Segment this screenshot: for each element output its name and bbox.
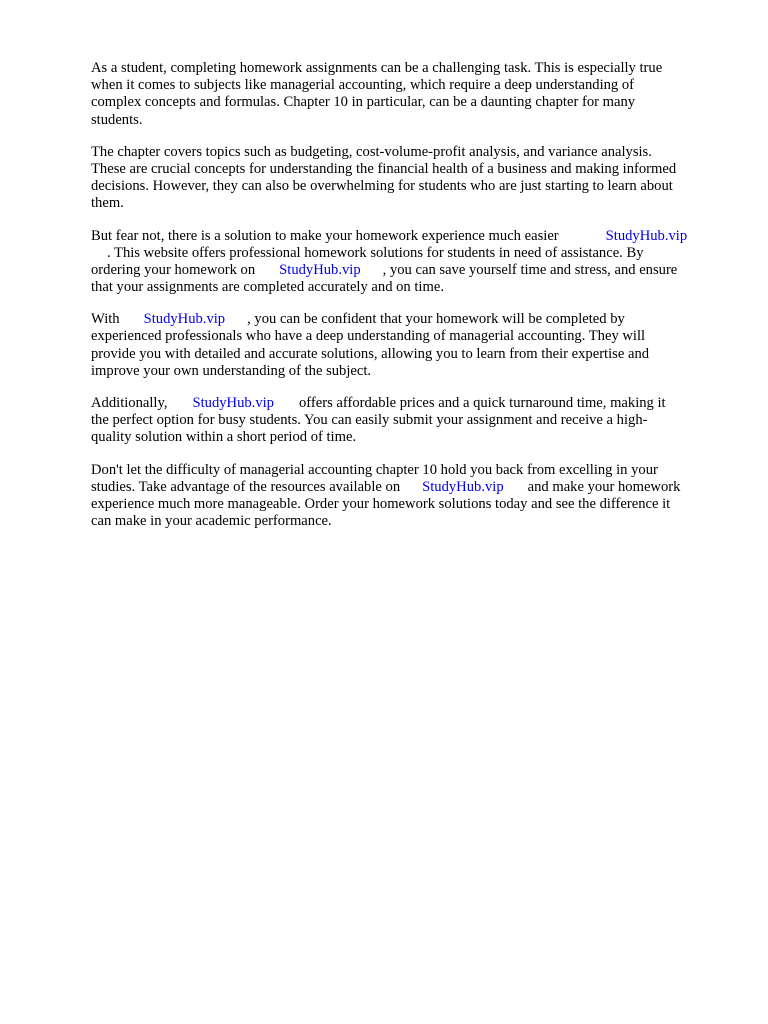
- text-fragment: With: [91, 311, 120, 328]
- text-line: experienced professionals who have a deep understanding of managerial accounting. They will: [91, 328, 646, 345]
- text-line: [91, 245, 721, 262]
- text-fragment: , you can be confident that your homework will be completed by: [247, 311, 625, 328]
- studyhub-link[interactable]: StudyHub.vip: [192, 395, 274, 411]
- text-line: complex concepts and formulas. Chapter 10 in particular, can be a daunting chapter for many: [91, 94, 636, 111]
- text-fragment: studies. Take advantage of the resources available on: [91, 478, 401, 495]
- text-line: students.: [91, 111, 143, 128]
- text-fragment: , you can save yourself time and stress, and ensure: [382, 261, 678, 278]
- text-line: [91, 311, 721, 328]
- text-line: can make in your academic performance.: [91, 513, 332, 530]
- paragraph-chapter-topics: [91, 144, 721, 213]
- text-line: that your assignments are completed accurately and on time.: [91, 279, 444, 296]
- text-line: These are crucial concepts for understanding the financial health of a business and making informed: [91, 160, 677, 177]
- paragraph-closing: [91, 462, 721, 531]
- text-line: [91, 479, 721, 496]
- text-fragment: Additionally,: [91, 395, 168, 411]
- text-fragment: offers affordable prices and a quick turnaround time, making it: [298, 395, 666, 411]
- text-line: [91, 395, 721, 412]
- text-line: As a student, completing homework assignments can be a challenging task. This is especially true: [91, 60, 663, 76]
- text-line: experience much more manageable. Order your homework solutions today and see the difference it: [91, 495, 671, 512]
- text-line: the perfect option for busy students. You can easily submit your assignment and receive a high-: [91, 412, 648, 429]
- studyhub-link[interactable]: StudyHub.vip: [279, 261, 361, 278]
- text-line: Don't let the difficulty of managerial accounting chapter 10 hold you back from excelling in your: [91, 461, 658, 478]
- paragraph-intro: [91, 60, 721, 129]
- text-fragment: and make your homework: [527, 478, 681, 495]
- paragraph-solution: [91, 228, 721, 297]
- text-line: them.: [91, 195, 124, 212]
- text-line: decisions. However, they can also be overwhelming for students who are just starting to learn about: [91, 178, 673, 195]
- text-line: when it comes to subjects like managerial accounting, which require a deep understanding of: [91, 77, 635, 94]
- text-line: quality solution within a short period of time.: [91, 429, 357, 446]
- document-page: [91, 60, 721, 545]
- text-line: The chapter covers topics such as budgeting, cost-volume-profit analysis, and variance analysis.: [91, 143, 652, 160]
- text-line: improve your own understanding of the subject.: [91, 362, 372, 379]
- studyhub-link[interactable]: StudyHub.vip: [143, 311, 226, 328]
- text-line: [91, 228, 721, 245]
- text-line: [91, 262, 721, 279]
- text-fragment: ordering your homework on: [91, 261, 256, 278]
- text-line: provide you with detailed and accurate solutions, allowing you to learn from their expertise and: [91, 345, 650, 362]
- text-fragment: . This website offers professional homework solutions for students in need of assistance. By: [107, 244, 644, 261]
- text-fragment: But fear not, there is a solution to make your homework experience much easier: [91, 227, 559, 244]
- paragraph-with-studyhub: [91, 311, 721, 380]
- paragraph-additionally: [91, 395, 721, 447]
- studyhub-link[interactable]: StudyHub.vip: [422, 478, 504, 495]
- studyhub-link[interactable]: StudyHub.vip: [605, 227, 688, 244]
